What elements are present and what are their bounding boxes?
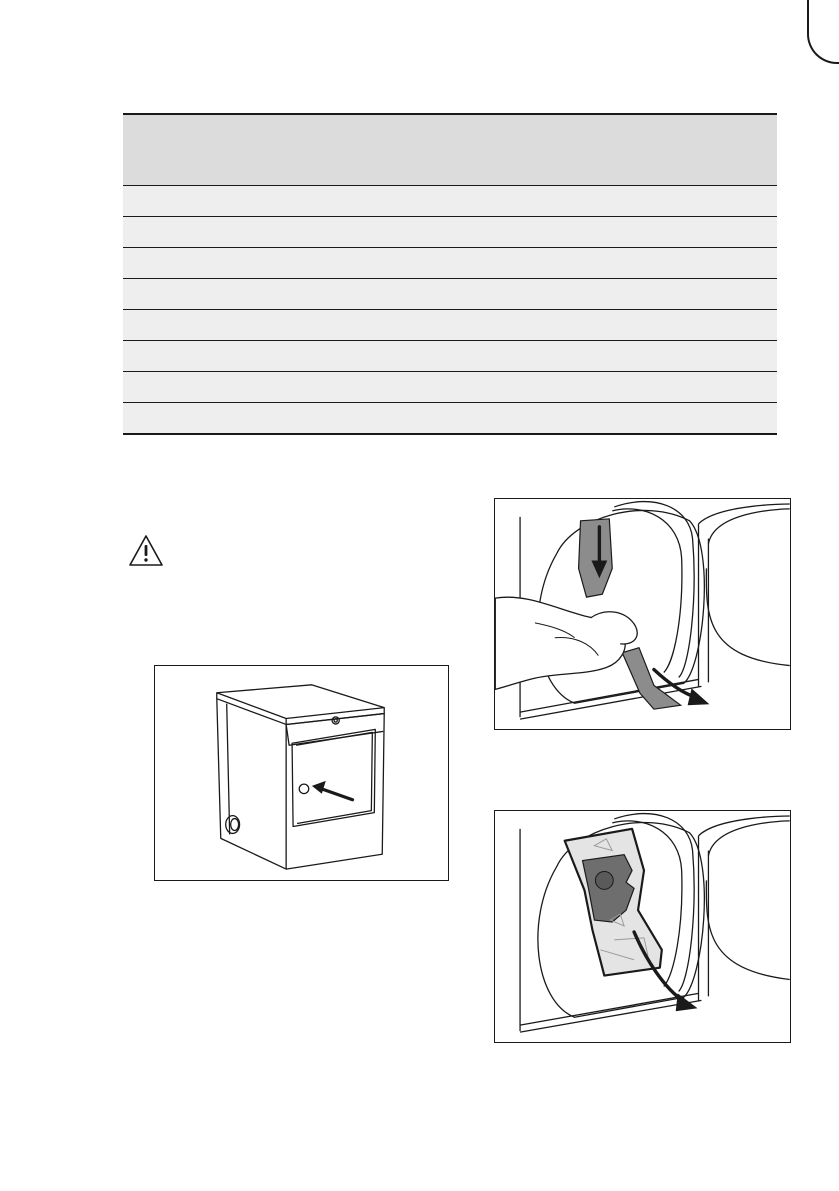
table-row: [123, 372, 777, 403]
table-cell: [450, 403, 777, 435]
table-cell: [450, 186, 777, 217]
table-cell: [123, 248, 450, 279]
table-cell: [123, 186, 450, 217]
table-row: [123, 310, 777, 341]
table-header-cell: [123, 114, 450, 186]
table-row: [123, 186, 777, 217]
drum-hand-drawing: [495, 499, 790, 729]
table-cell: [450, 341, 777, 372]
table-row: [123, 279, 777, 310]
table-cell: [123, 310, 450, 341]
dryer-drawing: [155, 666, 448, 880]
table-header-row: [123, 114, 777, 186]
table-cell: [123, 403, 450, 435]
table-cell: [450, 279, 777, 310]
table-cell: [450, 310, 777, 341]
table-cell: [123, 372, 450, 403]
warning-triangle-icon: [128, 534, 164, 568]
table-row: [123, 248, 777, 279]
table-cell: [123, 341, 450, 372]
page-corner-tab: [807, 0, 839, 64]
table-row: [123, 341, 777, 372]
table-cell: [123, 217, 450, 248]
table-row: [123, 403, 777, 435]
table-cell: [123, 279, 450, 310]
table-header-cell: [450, 114, 777, 186]
table-cell: [450, 217, 777, 248]
drum-bag-drawing: [495, 811, 790, 1042]
dryer-door-illustration: [154, 665, 449, 881]
table-cell: [450, 372, 777, 403]
table-cell: [450, 248, 777, 279]
data-table: [123, 113, 777, 435]
table-row: [123, 217, 777, 248]
pull-out-packaging-illustration: [494, 810, 791, 1043]
remove-polystyrene-illustration: [494, 498, 791, 730]
